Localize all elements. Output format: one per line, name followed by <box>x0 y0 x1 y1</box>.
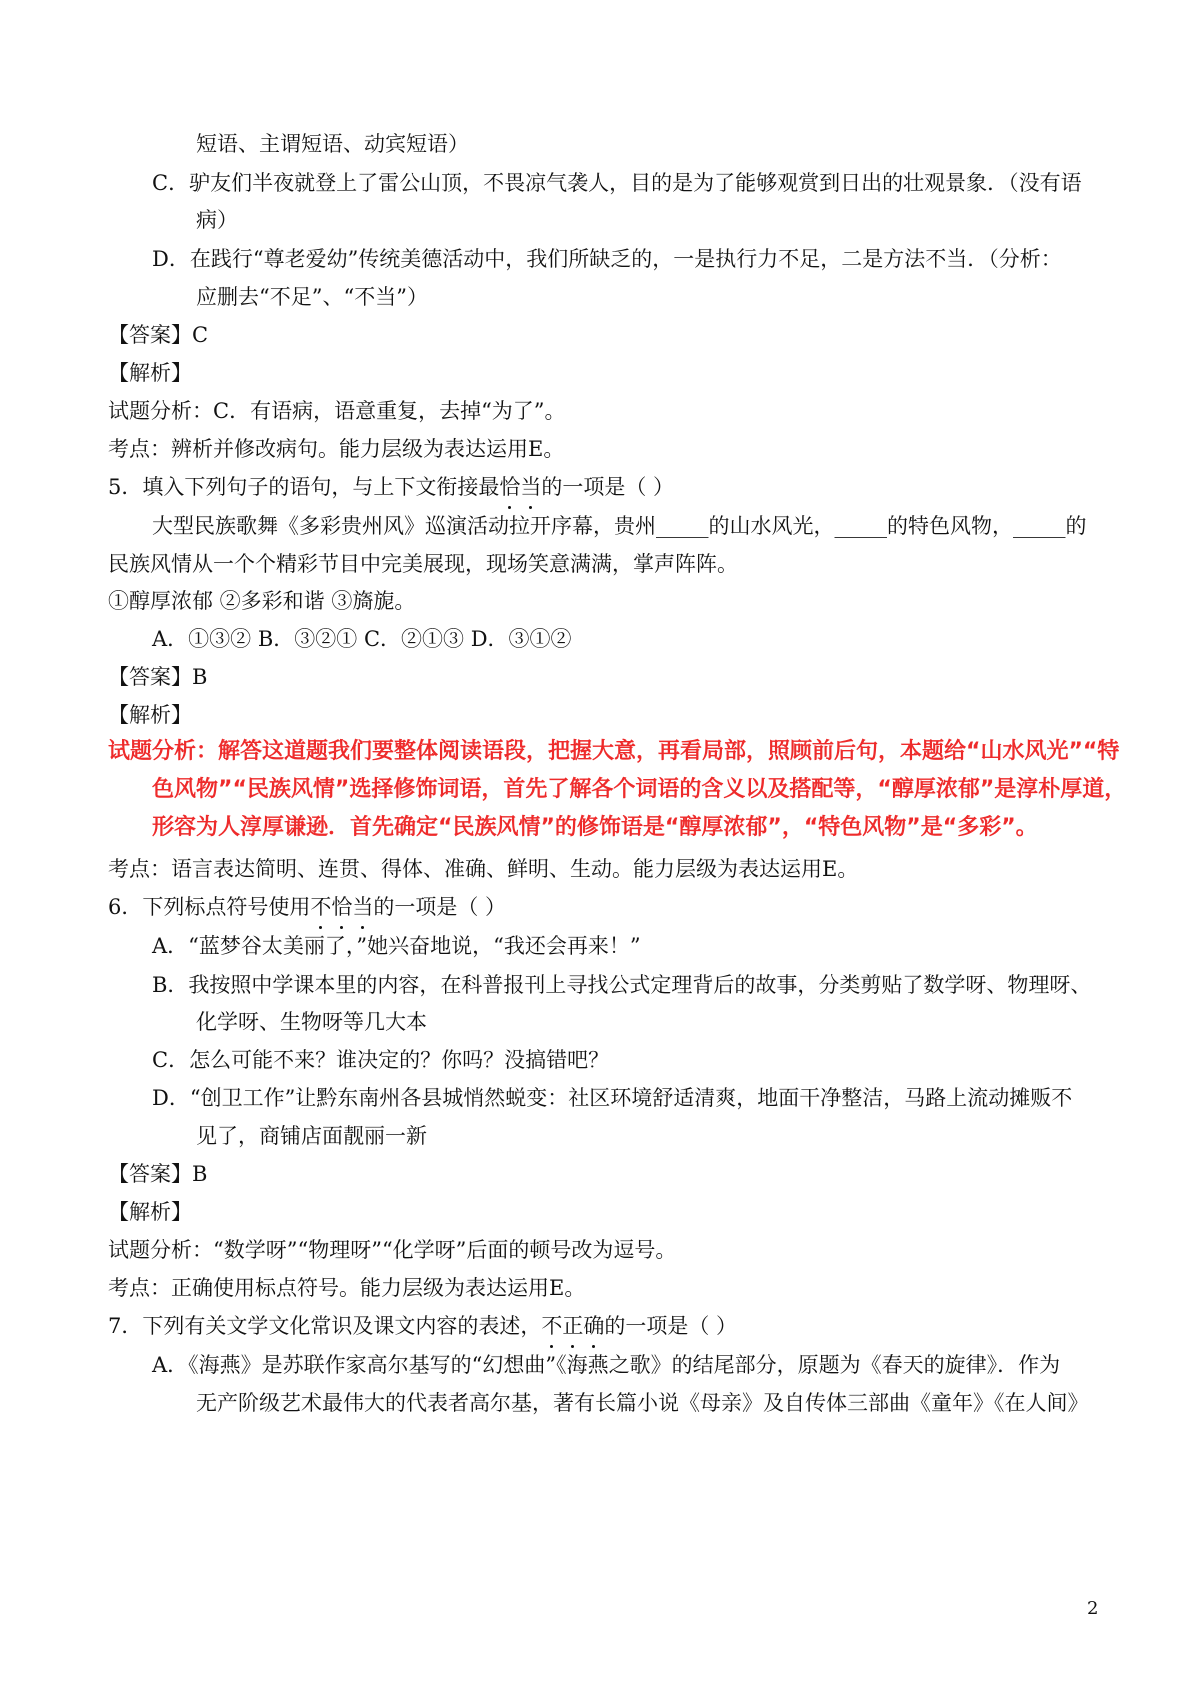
analysis-heading-q4: 【解析】 <box>108 361 192 385</box>
test-point-q4: 考点：辨析并修改病句。能力层级为表达运用E。 <box>108 437 565 461</box>
question-6: 6．下列标点符号使用不恰当的一项是（ ） <box>108 895 507 919</box>
question-5: 5．填入下列句子的语句，与上下文衔接最恰当的一项是（ ） <box>108 475 675 499</box>
emphasis-char: 当 <box>520 475 542 499</box>
analysis-text-q6: 试题分析：“数学呀”“物理呀”“化学呀”后面的顿号改为逗号。 <box>108 1238 677 1262</box>
answer-q5: 【答案】B <box>108 665 208 689</box>
question-6-option-a: A．“蓝梦谷太美丽了，”她兴奋地说，“我还会再来！” <box>152 934 641 958</box>
emphasis-char: 恰 <box>331 895 353 919</box>
question-6-option-d-continued: 见了，商铺店面靓丽一新 <box>196 1124 427 1148</box>
option-b-continued: 短语、主谓短语、动宾短语） <box>196 132 469 156</box>
question-5-passage-continued: 民族风情从一个个精彩节目中完美展现，现场笑意满满，掌声阵阵。 <box>108 552 738 576</box>
emphasis-char: 当 <box>352 895 374 919</box>
option-d-continued: 应删去“不足”、“不当”） <box>196 285 428 309</box>
analysis-text-q5: 试题分析：解答这道题我们要整体阅读语段，把握大意，再看局部，照顾前后句，本题给“山水风光”“特 <box>108 739 1120 764</box>
question-5-phrases: ①醇厚浓郁 ②多彩和谐 ③旖旎。 <box>108 589 416 613</box>
question-6-option-b: B．我按照中学课本里的内容，在科普报刊上寻找公式定理背后的故事，分类剪贴了数学呀、物理呀、 <box>152 973 1092 997</box>
test-point-q6: 考点：正确使用标点符号。能力层级为表达运用E。 <box>108 1276 586 1300</box>
test-point-q5: 考点：语言表达简明、连贯、得体、准确、鲜明、生动。能力层级为表达运用E。 <box>108 857 859 881</box>
question-7-option-a: A．《海燕》是苏联作家高尔基写的“幻想曲”《海燕之歌》的结尾部分，原题为《春天的旋律》．作为 <box>152 1353 1061 1377</box>
answer-q6: 【答案】B <box>108 1162 208 1186</box>
question-7-option-a-continued: 无产阶级艺术最伟大的代表者高尔基，著有长篇小说《母亲》及自传体三部曲《童年》《在人间》 <box>196 1391 1089 1415</box>
question-6-option-b-continued: 化学呀、生物呀等几大本 <box>196 1010 427 1034</box>
analysis-heading-q6: 【解析】 <box>108 1200 192 1224</box>
emphasis-char: 不 <box>310 895 332 919</box>
option-c-continued: 病） <box>196 208 238 232</box>
question-6-option-d: D．“创卫工作”让黔东南州各县城悄然蜕变：社区环境舒适清爽，地面干净整洁，马路上流动摊贩不 <box>152 1086 1073 1110</box>
option-c: C．驴友们半夜就登上了雷公山顶，不畏凉气袭人，目的是为了能够观赏到日出的壮观景象．（没有语 <box>152 171 1082 195</box>
option-d: D．在践行“尊老爱幼”传统美德活动中，我们所缺乏的，一是执行力不足，二是方法不当．（分析： <box>152 247 1062 271</box>
answer-q4: 【答案】C <box>108 323 209 347</box>
analysis-text-q5-line3: 形容为人淳厚谦逊．首先确定“民族风情”的修饰语是“醇厚浓郁”，“特色风物”是“多彩”。 <box>152 815 1038 840</box>
question-7: 7．下列有关文学文化常识及课文内容的表述，不正确的一项是（ ） <box>108 1314 738 1338</box>
emphasis-char: 不 <box>541 1314 563 1338</box>
analysis-text-q5-line2: 色风物”“民族风情”选择修饰词语，首先了解各个词语的含义以及搭配等，“醇厚浓郁”是淳朴厚道， <box>152 777 1127 802</box>
page-number: 2 <box>1087 1598 1099 1619</box>
analysis-text-q4: 试题分析：C．有语病，语意重复，去掉“为了”。 <box>108 399 566 423</box>
emphasis-char: 确 <box>583 1314 605 1338</box>
question-5-options: A．①③② B．③②① C．②①③ D．③①② <box>152 627 572 651</box>
analysis-heading-q5: 【解析】 <box>108 703 192 727</box>
question-5-passage: 大型民族歌舞《多彩贵州风》巡演活动拉开序幕，贵州_____的山水风光，_____的特色风物，_____的 <box>152 514 1087 538</box>
question-6-option-c: C．怎么可能不来？谁决定的？你吗？没搞错吧？ <box>152 1048 610 1072</box>
emphasis-char: 正 <box>562 1314 584 1338</box>
emphasis-char: 恰 <box>499 475 521 499</box>
